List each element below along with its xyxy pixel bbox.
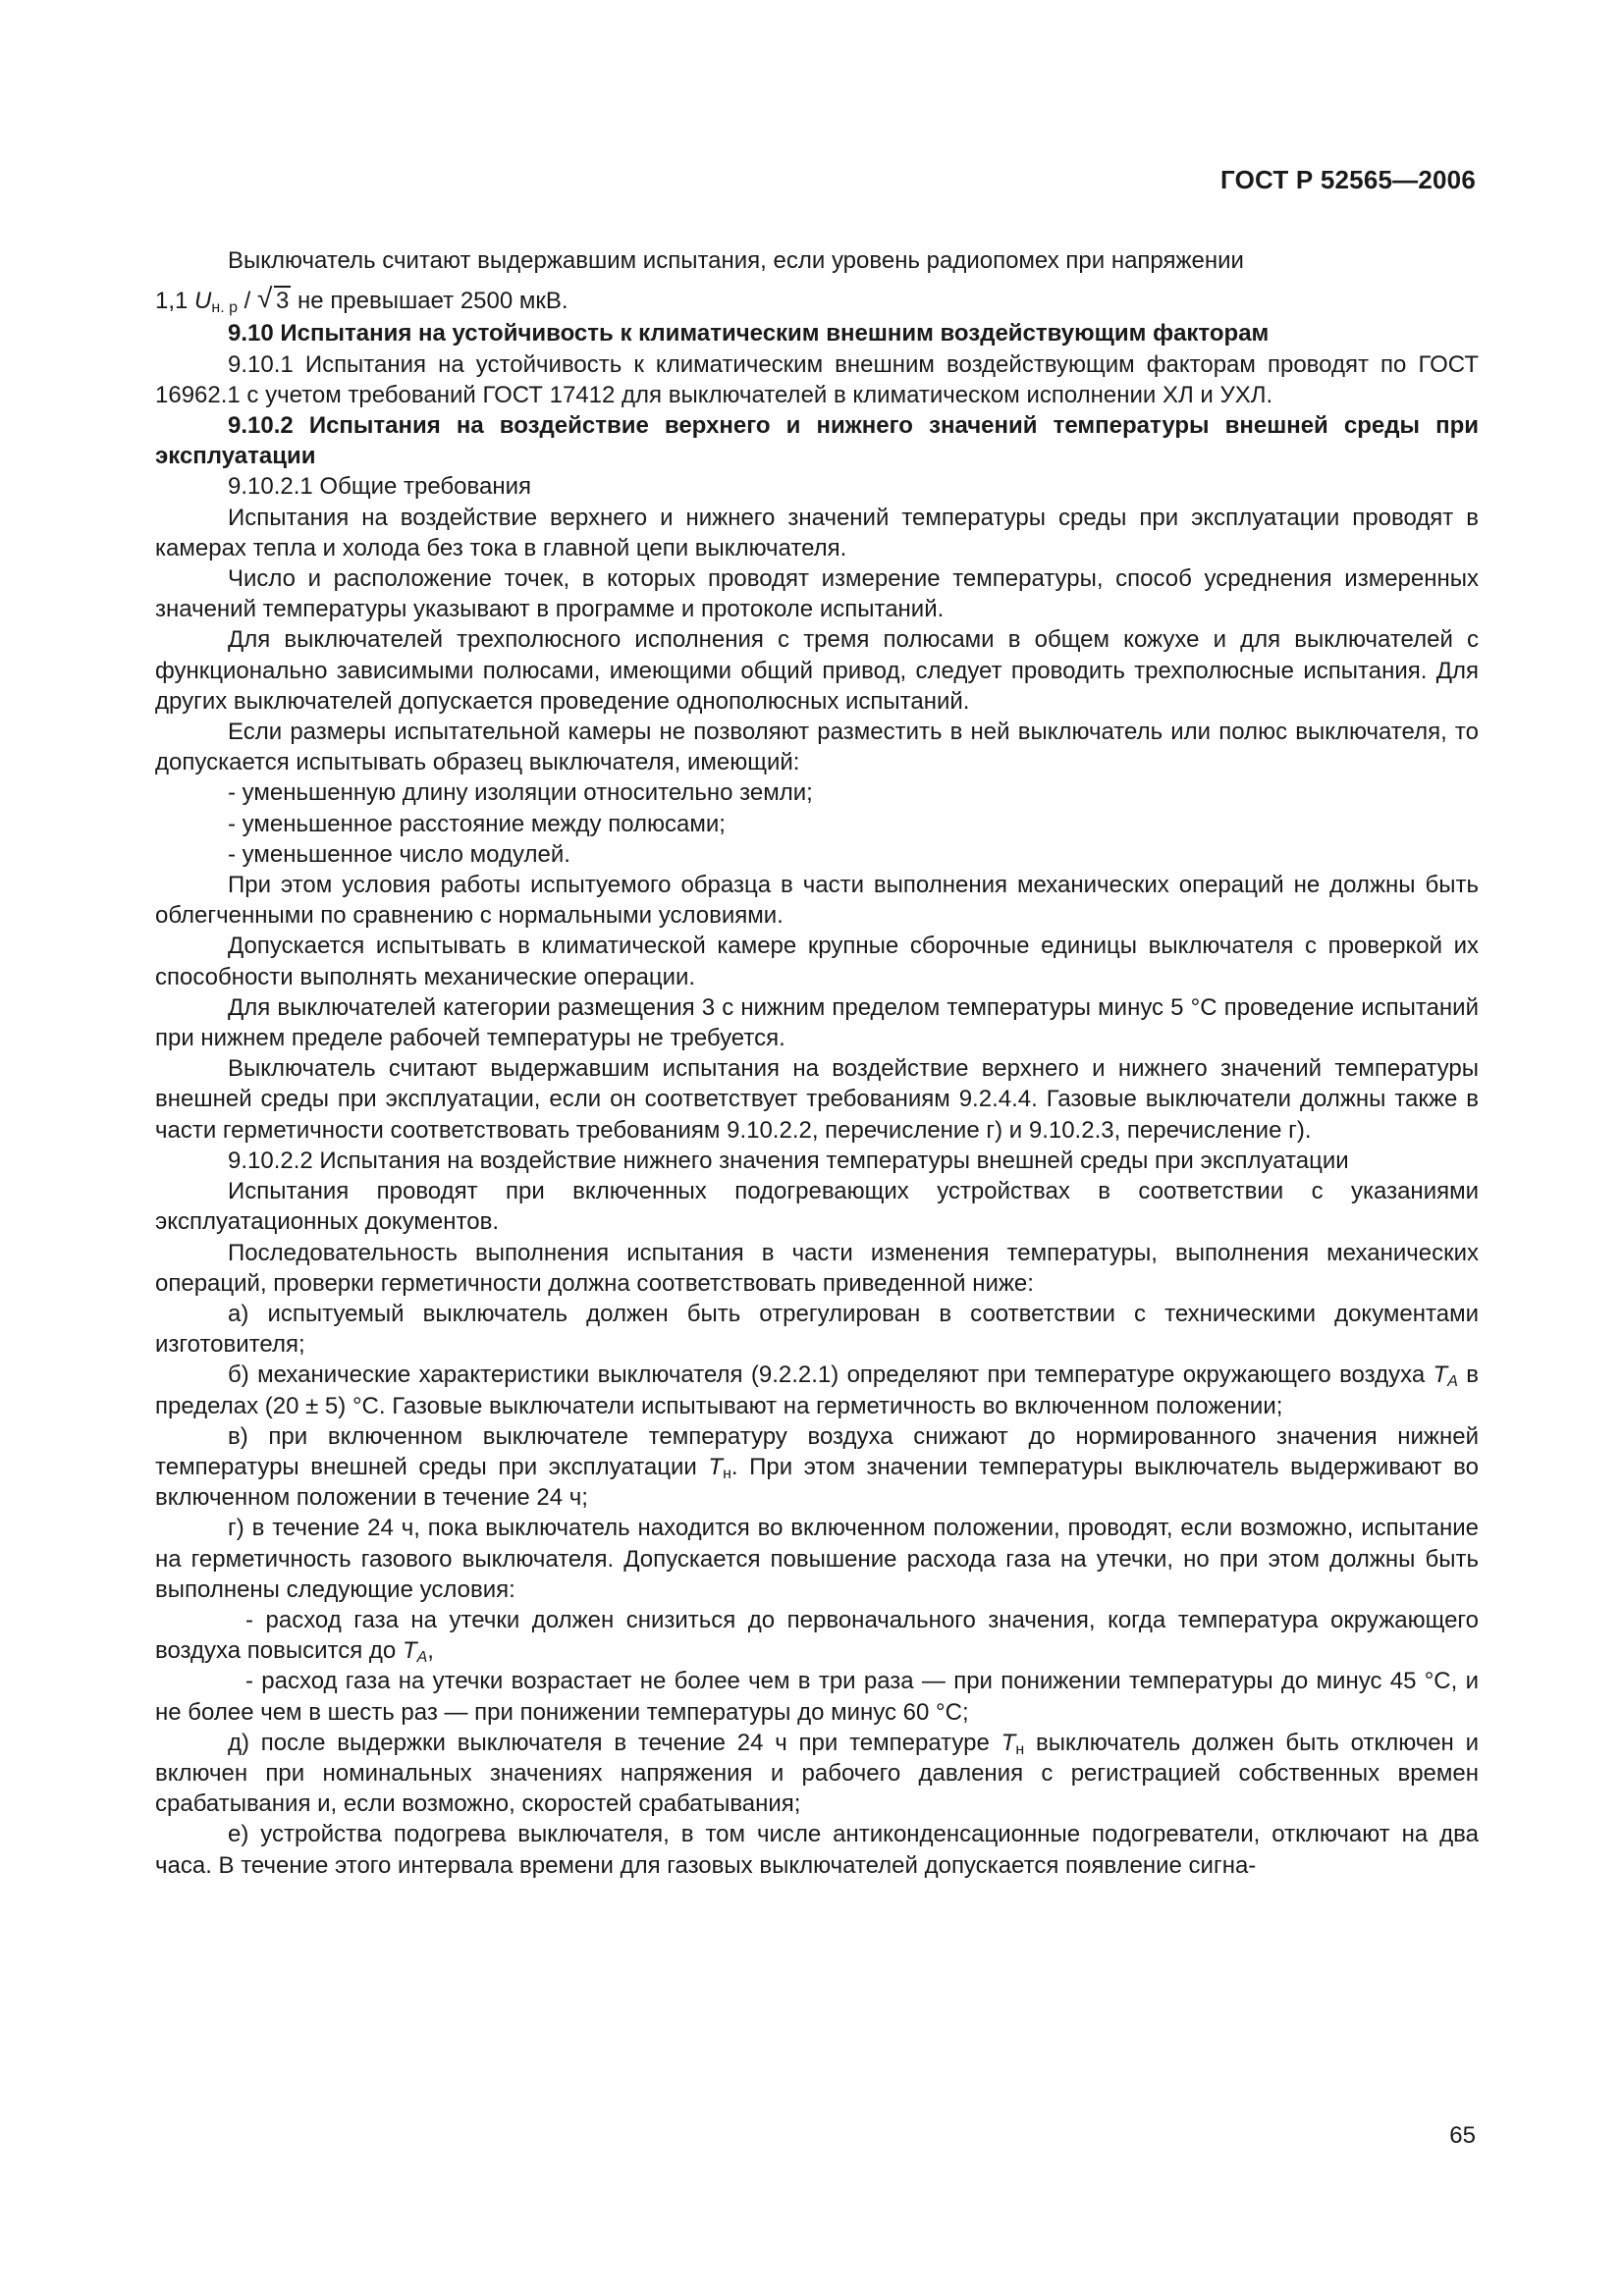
paragraph: Выключатель считают выдержавшим испытания на воздействие верхнего и нижнего значений температуры внешней среды при эксплуатации, если он соответствует требованиям 9.2.4.4. Газовые выключатели должны также в части герметичности соответствовать требованиям 9.10.2.2, перечисление г) и 9.10.2.3, перечисление г). xyxy=(155,1055,1479,1144)
paragraph: Допускается испытывать в климатической камере крупные сборочные единицы выключателя с проверкой их способности выполнять механические операции. xyxy=(155,933,1479,990)
list-item: - уменьшенное расстояние между полюсами; xyxy=(228,810,726,837)
list-item: - уменьшенную длину изоляции относительно земли; xyxy=(228,779,813,807)
list-item-a: а) испытуемый выключатель должен быть отрегулирован в соответствии с техническими документами изготовителя; xyxy=(155,1300,1479,1359)
paragraph: Число и расположение точек, в которых проводят измерение температуры, способ усреднения измеренных значений температуры указывают в программе и протоколе испытаний. xyxy=(155,565,1479,623)
list-item-d: д) после выдержки выключателя в течение 24 ч при температуре $T_н$ выключатель должен быть отключен и включен при номинальных значениях напряжения и рабочего давления с регистрацией собственных времен срабатывания и, если возможно, скоростей срабатывания; xyxy=(155,1729,1479,1818)
list-item: - расход газа на утечки возрастает не более чем в три раза — при понижении температуры до минус 45 °С, и не более чем в шесть раз — при понижении температуры до минус 60 °С; xyxy=(155,1668,1479,1726)
list-item: - уменьшенное число модулей. xyxy=(228,840,570,868)
list-item-e: е) устройства подогрева выключателя, в том числе антиконденсационные подогреватели, отключают на два часа. В течение этого интервала времени для газовых выключателей допускается появление сигна- xyxy=(155,1821,1479,1879)
paragraph-9-10-2-1: 9.10.2.1 Общие требования xyxy=(228,473,531,501)
paragraph: Испытания на воздействие верхнего и нижнего значений температуры среды при эксплуатации проводят в камерах тепла и холода без тока в главной цепи выключателя. xyxy=(155,504,1479,561)
paragraph: При этом условия работы испытуемого образца в части выполнения механических операций не должны быть облегченными по сравнению с нормальными условиями. xyxy=(155,872,1479,930)
list-item-b: б) механические характеристики выключателя (9.2.2.1) определяют при температуре окружающего воздуха $T_A$ в пределах (20 ± 5) °С. Газовые выключатели испытывают на герметичность во включенном положении; xyxy=(155,1362,1479,1419)
paragraph-9-10-2-2: 9.10.2.2 Испытания на воздействие нижнего значения температуры внешней среды при эксплуатации xyxy=(228,1147,1349,1174)
standard-header: ГОСТ Р 52565—2006 xyxy=(1220,165,1476,194)
paragraph: Последовательность выполнения испытания в части изменения температуры, выполнения механических операций, проверки герметичности должна соответствовать приведенной ниже: xyxy=(155,1239,1479,1297)
paragraph: Если размеры испытательной камеры не позволяют разместить в ней выключатель или полюс выключателя, то допускается испытывать образец выключателя, имеющий: xyxy=(155,719,1479,776)
list-item-g: г) в течение 24 ч, пока выключатель находится во включенном положении, проводят, если возможно, испытание на герметичность газового выключателя. Допускается повышение расхода газа на утечки, но при этом должны быть выполнены следующие условия: xyxy=(155,1515,1479,1603)
paragraph-9-10-1: 9.10.1 Испытания на устойчивость к климатическим внешним воздействующим факторам проводят по ГОСТ 16962.1 с учетом требований ГОСТ 17412 для выключателей в климатическом исполнении ХЛ и УХЛ. xyxy=(155,350,1479,408)
paragraph: Выключатель считают выдержавшим испытания, если уровень радиопомех при напряжении xyxy=(228,247,1244,274)
document-body xyxy=(155,245,1479,1881)
list-item-v: в) при включенном выключателе температуру воздуха снижают до нормированного значения нижней температуры внешней среды при эксплуатации $T_н$. При этом значении температуры выключатель выдерживают во включенном положении в течение 24 ч; xyxy=(155,1422,1479,1512)
square-root: √ 3 xyxy=(257,283,290,315)
list-item: - расход газа на утечки должен снизиться до первоначального значения, когда температура окружающего воздуха повысится до $T_A$, xyxy=(155,1606,1479,1667)
section-heading-9-10: 9.10 Испытания на устойчивость к климатическим внешним воздействующим факторам xyxy=(228,320,1270,347)
page-number: 65 xyxy=(1449,2122,1476,2149)
formula-line: 1,1 $U_{н. р}$ / √ 3 не превышает 2500 мкВ. xyxy=(155,283,568,317)
paragraph: Испытания проводят при включенных подогревающих устройствах в соответствии с указаниями эксплуатационных документов. xyxy=(155,1178,1479,1236)
paragraph: Для выключателей трехполюсного исполнения с тремя полюсами в общем кожухе и для выключателей с функционально зависимыми полюсами, имеющими общий привод, следует проводить трехполюсные испытания. Для других выключателей допускается проведение однополюсных испытаний. xyxy=(155,626,1479,715)
paragraph: Для выключателей категории размещения 3 с нижним пределом температуры минус 5 °С проведение испытаний при нижнем пределе рабочей температуры не требуется. xyxy=(155,993,1479,1052)
section-heading-9-10-2: 9.10.2 Испытания на воздействие верхнего и нижнего значений температуры внешней среды при эксплуатации xyxy=(155,412,1479,470)
